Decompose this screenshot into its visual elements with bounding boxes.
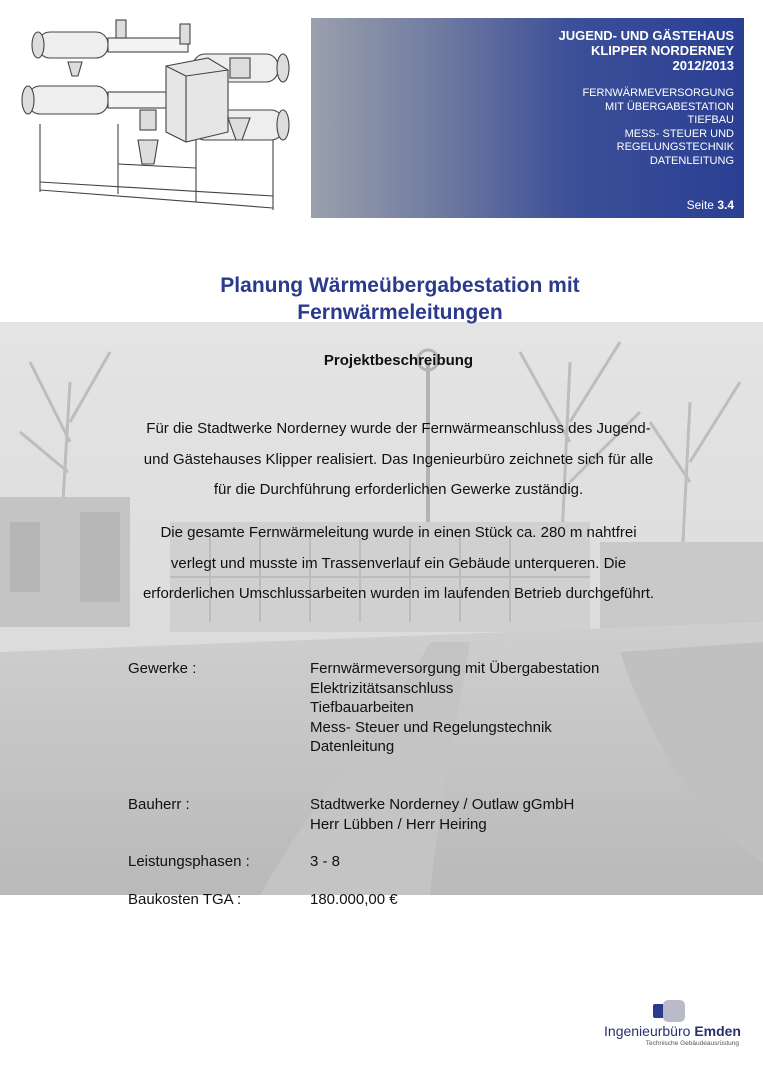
paragraph-line: erforderlichen Umschlussarbeiten wurden im laufenden Betrieb durchgeführt.	[142, 585, 655, 602]
detail-value-line: Mess- Steuer und Regelungstechnik	[310, 718, 552, 736]
section-heading: Projektbeschreibung	[323, 352, 474, 369]
project-title-line: KLIPPER NORDERNEY	[590, 43, 734, 58]
detail-value	[310, 795, 574, 834]
detail-label: Gewerke :	[128, 660, 197, 677]
page-title-line: Fernwärmeleitungen	[297, 301, 503, 324]
page-number: 3.4	[717, 198, 734, 212]
detail-label: Leistungsphasen :	[128, 853, 250, 870]
detail-value-line: Stadtwerke Norderney / Outlaw gGmbH	[310, 796, 575, 813]
transfer-station-illustration	[18, 14, 308, 214]
detail-value: 180.000,00 €	[310, 891, 398, 908]
scope-line: DATENLEITUNG	[649, 154, 734, 167]
description-paragraph	[100, 518, 697, 610]
detail-label: Baukosten TGA :	[128, 891, 242, 908]
project-title	[311, 28, 734, 73]
company-logo	[601, 1000, 741, 1050]
paragraph-line: für die Durchführung erforderlichen Gewerke zuständig.	[213, 481, 584, 498]
paragraph-line: und Gästehauses Klipper realisiert. Das Ingenieurbüro zeichnete sich für alle	[143, 450, 654, 468]
detail-value-line: Tiefbauarbeiten	[310, 699, 414, 716]
page-title	[100, 272, 700, 326]
logo-name-part: Emden	[694, 1023, 741, 1039]
detail-value-line: Herr Lübben / Herr Heiring	[310, 815, 487, 833]
scope-line: MIT ÜBERGABESTATION	[605, 100, 734, 113]
scope-line: FERNWÄRMEVERSORGUNG	[582, 87, 734, 99]
logo-name	[604, 1023, 741, 1039]
detail-value: 3 - 8	[310, 853, 341, 870]
description-paragraph	[100, 414, 697, 506]
detail-value-line: Datenleitung	[310, 738, 395, 755]
detail-value-line: Fernwärmeversorgung mit Übergabestation	[310, 660, 600, 677]
project-scope-list	[311, 87, 734, 168]
page-label: Seite	[686, 198, 714, 212]
paragraph-line: Die gesamte Fernwärmeleitung wurde in einen Stück ca. 280 m nahtfrei	[160, 524, 637, 541]
paragraph-line: Für die Stadtwerke Norderney wurde der Fernwärmeanschluss des Jugend-	[146, 420, 651, 437]
paragraph-line: verlegt und musste im Trassenverlauf ein Gebäude unterqueren. Die	[170, 554, 627, 572]
logo-tagline: Technische Gebäudeausrüstung	[645, 1040, 739, 1047]
page-title-line: Planung Wärmeübergabestation mit	[220, 274, 580, 297]
detail-value	[310, 659, 599, 757]
project-year: 2012/2013	[672, 58, 734, 73]
scope-line: MESS- STEUER UND	[624, 127, 734, 140]
header-banner	[311, 18, 744, 218]
page-indicator	[687, 198, 734, 212]
logo-name-part: Ingenieurbüro	[604, 1023, 691, 1039]
project-title-line: JUGEND- UND GÄSTEHAUS	[558, 28, 734, 43]
scope-line: REGELUNGSTECHNIK	[616, 141, 734, 153]
logo-mark-icon	[653, 1000, 687, 1022]
detail-value-line: Elektrizitätsanschluss	[310, 679, 454, 697]
detail-label: Bauherr :	[128, 796, 190, 813]
transfer-station-drawing	[18, 14, 308, 214]
scope-line: TIEFBAU	[687, 114, 734, 126]
